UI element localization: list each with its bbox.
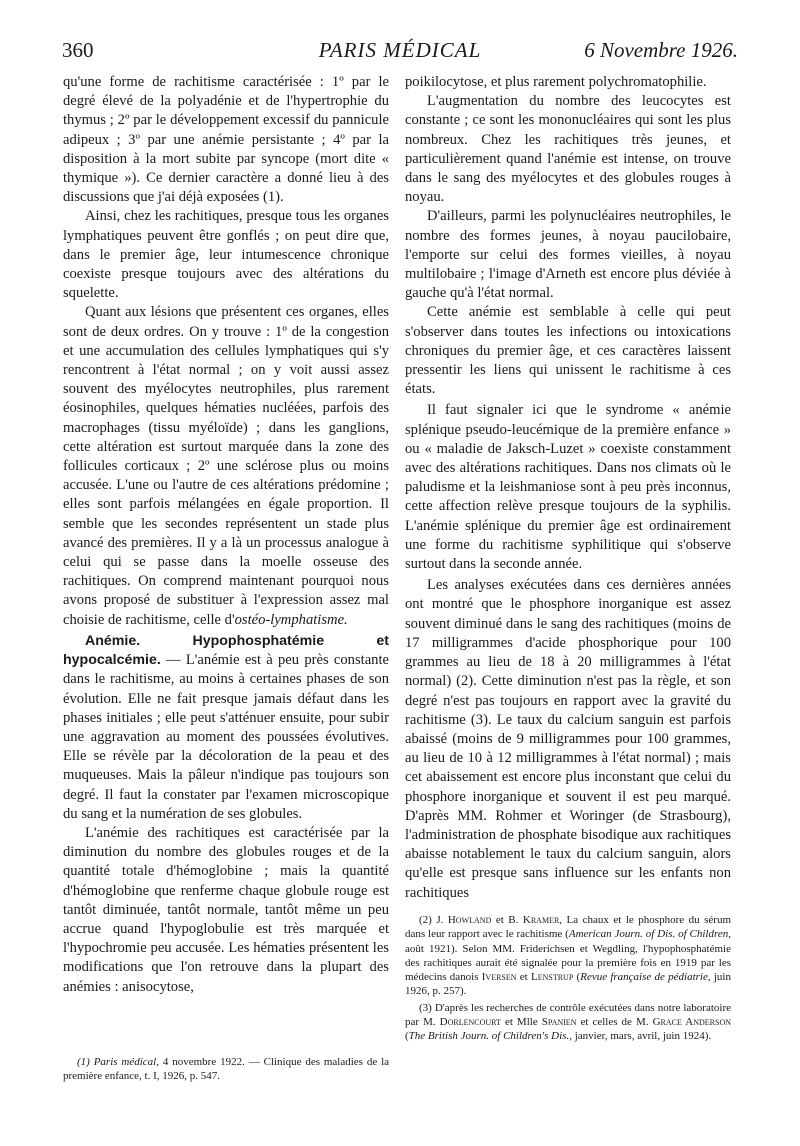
footnote-2	[405, 913, 731, 999]
paragraph: poikilocytose, et plus rarement polychromatophilie.	[405, 74, 707, 90]
author-name: Dorlencourt	[439, 1016, 501, 1029]
author-name: Lenstrup	[531, 971, 574, 984]
author-name: Kramer	[522, 914, 560, 926]
paragraph: D'ailleurs, parmi les polynucléaires neutrophiles, le nombre des formes jeunes, à noyau paucilobaire, l'emporte sur celui des formes vieilles, à noyau multilobaire ; l'image d'Arneth est encore plus déviée à gauche qu'à l'état normal.	[405, 208, 731, 302]
running-header	[62, 38, 738, 66]
journal-name: American Journ. of Dis. of Children,	[568, 928, 731, 941]
right-column	[405, 73, 731, 903]
footnotes-right	[405, 913, 731, 1046]
paragraph: qu'une forme de rachitisme caractérisée : 1º par le degré élevé de la polyadénie et de l'hypertrophie du thymus ; 2º par le développement excessif du pannicule adipeux ; 3º par une anémie persistante ; 4º par la disposition à la mort subite par syncope (mort dite « thymique »). Ce dernier caractère a donné lieu à des discussions que j'ai déjà exposées (1).	[63, 74, 389, 206]
paragraph: L'augmentation du nombre des leucocytes est constante ; ce sont les mononucléaires qui sont les plus nombreux. Chez les rachitiques très jeunes, et particulièrement quand l'anémie est intense, on trouve dans le sang des myélocytes et des globules rouges à noyau.	[405, 93, 731, 206]
section-paragraph	[63, 632, 389, 824]
paragraph: Ainsi, chez les rachitiques, presque tous les organes lymphatiques peuvent être gonflés ; on peut dire que, dans le premier âge, leur intumescence chronique coexiste presque toujours avec des altérations du squelette.	[63, 208, 389, 302]
footnote-text: 4 novembre 1922. — Clinique des maladies de la première enfance, t. I, 1926, p. 547.	[63, 1056, 390, 1083]
section-heading: Anémie. Hypophosphatémie et hypocalcémie.	[63, 632, 389, 669]
paragraph: L'anémie des rachitiques est caractérisée par la diminution du nombre des globules rouges et de la quantité totale d'hémoglobine ; mais la quantité d'hémoglobine que renferme chaque globule rouge est tantôt diminuée, tantôt normale, tantôt même un peu accrue quand l'hypoglobulie est très marquée et l'hypochromie peu accusée. Les hématies présentent les modifications que l'on retrouve dans la plupart des anémies : anisocytose,	[63, 824, 389, 995]
footnote-text: août 1921). Selon MM. Friderichsen et Wegdling, l'hypophosphatémie des rachitiques aurait été signalée pour la première fois en 1919 par les médecins danois	[405, 942, 731, 984]
journal-name: The British Journ. of Children's Dis.,	[408, 1030, 572, 1043]
footnote-3	[405, 1001, 731, 1044]
paragraph: Il faut signaler ici que le syndrome « anémie splénique pseudo-leucémique de la première enfance » ou « maladie de Jaksch-Luzet » coexiste constamment avec des altérations rachitiques. Dans nos climats où le paludisme et la leishmaniose sont à peu près inconnus, cette affection relève presque toujours de la syphilis. L'anémie splénique du premier âge est ordinairement une forme du rachitisme syphilitique qui s'observe surtout dans la seconde année.	[405, 402, 731, 573]
footnote-text: (	[405, 1030, 409, 1043]
footnote-journal: (1) Paris médical,	[77, 1056, 159, 1068]
author-name: Spanien	[541, 1016, 577, 1029]
paragraph-text: Quant aux lésions que présentent ces organes, elles sont de deux ordres. On y trouve : 1º de la congestion et une accumulation des cellules lymphatiques qui s'y rencontrent à l'état normal ; on y voit aussi assez souvent des myélocytes neutrophiles, plus rarement éosinophiles, quelques hématies nucléées, parfois des macrophages (tissu myéloïde) ; dans les ganglions, cette altération est surtout marquée dans la zone des follicules corticaux ; 2º une sclérose plus ou moins accusée. L'une ou l'autre de ces altérations prédomine ; elles sont parfois mélangées en égale proportion. Il semble que les secondes représentent un stade plus avancé des premières. Il y a là un processus analogue à celui qui se passe dans la moelle osseuse des rachitiques. On comprend maintenant pourquoi nous avons proposé de substituer à l'expression assez mal choisie de rachitisme, celle d'	[63, 304, 389, 628]
term-italic: ostéo-lymphatisme.	[234, 611, 348, 628]
footnote-text: janvier, mars, avril, juin 1924).	[571, 1030, 712, 1043]
author-name: Howland	[447, 914, 492, 926]
footnotes-left	[63, 1055, 389, 1086]
footnote-text: juin 1926, p. 257).	[405, 971, 731, 998]
footnote-text: , La chaux et le phosphore du sérum dans leur rapport avec le rachitisme (	[405, 914, 731, 941]
footnote-text: (3) D'après les recherches de contrôle exécutées dans notre laboratoire par M.	[405, 1001, 731, 1029]
author-name: Iversen	[481, 971, 517, 984]
footnote-text: (	[573, 971, 581, 984]
left-column	[63, 73, 389, 997]
footnote-text: et celles de M.	[576, 1016, 653, 1029]
paragraph-text: — L'anémie est à peu près constante dans le rachitisme, au moins à certaines phases de son évolution. Elle ne fait presque jamais défaut dans les phases initiales ; elle peut s'atténuer ensuite, pour subir une aggravation au moment des poussées évolutives. Elle se révèle par la décoloration de la peau et des muqueuses. Mais la pâleur n'indique pas toujours son degré. Il faut la constater par l'examen microscopique du sang et la numération de ses globules.	[63, 652, 389, 822]
footnote-text: et B.	[491, 914, 523, 926]
footnote-text: (2) J.	[419, 914, 448, 926]
journal-title: PARIS MÉDICAL	[318, 38, 482, 62]
journal-name: Revue française de pédiatrie,	[580, 971, 711, 984]
footnote-text: et	[516, 971, 531, 984]
author-name: Grace Anderson	[652, 1016, 731, 1029]
paragraph: Cette anémie est semblable à celle qui peut s'observer dans toutes les infections ou intoxications chroniques du premier âge, et ces caractères laissent pressentir les liens qui unissent le rachitisme à ces états.	[405, 304, 731, 398]
paragraph	[63, 303, 389, 629]
issue-date: 6 Novembre 1926.	[584, 38, 738, 62]
footnote-text: et Mlle	[500, 1016, 542, 1029]
page-number: 360	[62, 38, 94, 62]
paragraph: Les analyses exécutées dans ces dernières années ont montré que le phosphore inorganique est assez souvent diminué dans le sang des rachitiques (moins de 17 milligrammes d'acide phosphorique pour 100 grammes au lieu de 18 à 20 milligrammes à l'état normal) (2). Cette diminution n'est pas la règle, et son degré n'est pas toujours en rapport avec la gravité du rachitisme (3). Le taux du calcium sanguin est parfois abaissé (moins de 9 milligrammes pour 100 grammes, au lieu de 10 à 12 milligrammes à l'état normal) ; mais cet abaissement est encore plus inconstant que celui du phosphore inorganique et souvent il est peu marqué. D'après MM. Rohmer et Woringer (de Strasbourg), l'administration de phosphate bisodique aux rachitiques abaisse notablement le taux du calcium sanguin, alors qu'elle est presque sans influence sur les enfants non rachitiques	[405, 577, 731, 901]
footnote-1	[63, 1055, 389, 1084]
